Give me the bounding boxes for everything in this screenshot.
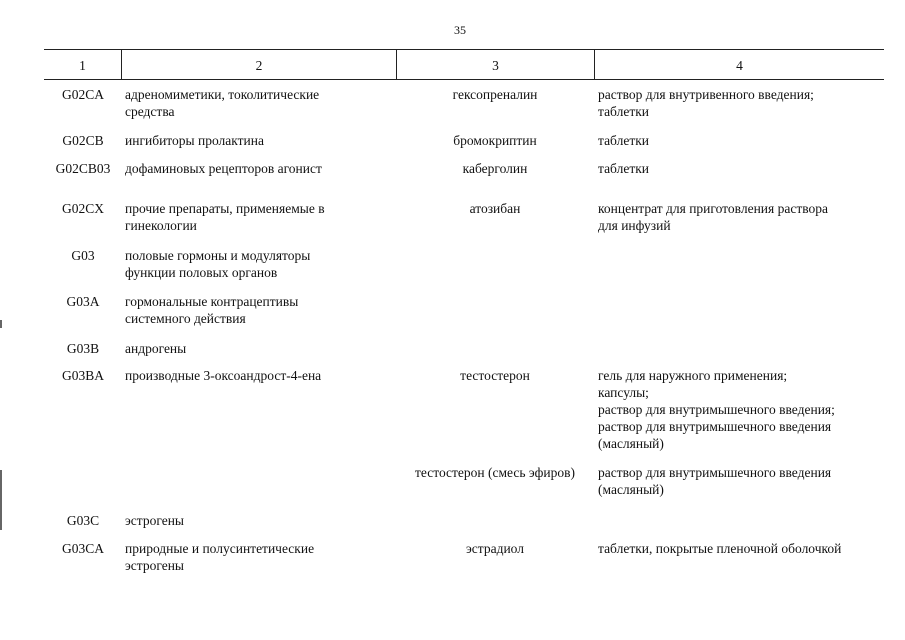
- dosage-form-line: раствор для внутримышечного введения: [598, 419, 832, 434]
- atc-code: G02CB: [62, 133, 104, 148]
- group-text-line: средства: [125, 104, 175, 119]
- header-col-3: 3: [492, 58, 499, 73]
- group-text-line: функции половых органов: [125, 265, 278, 280]
- anatomical-group: [125, 160, 390, 177]
- anatomical-group: [125, 540, 390, 574]
- anatomical-group: [125, 340, 390, 357]
- group-text-line: эстрогены: [125, 513, 184, 528]
- anatomical-group: [125, 132, 390, 149]
- drug-name: эстрадиол: [466, 541, 524, 556]
- header-col-4: 4: [736, 58, 743, 73]
- dosage-forms: [598, 540, 888, 557]
- drug-name: атозибан: [469, 201, 521, 216]
- dosage-form-line: таблетки: [598, 161, 650, 176]
- group-text-line: эстрогены: [125, 558, 184, 573]
- atc-code: G03: [71, 248, 95, 263]
- scan-mark: [0, 470, 2, 530]
- dosage-form-line: таблетки, покрытые пленочной оболочкой: [598, 541, 842, 556]
- dosage-form-line: концентрат для приготовления раствора: [598, 201, 829, 216]
- group-text-line: андрогены: [125, 341, 187, 356]
- atc-code: G02CX: [61, 201, 104, 216]
- drug-name: бромокриптин: [453, 133, 537, 148]
- dosage-forms: [598, 200, 888, 234]
- group-text-line: системного действия: [125, 311, 246, 326]
- dosage-forms: [598, 86, 888, 120]
- anatomical-group: [125, 247, 390, 281]
- anatomical-group: [125, 512, 390, 529]
- anatomical-group: [125, 367, 390, 384]
- atc-code: G02CB03: [55, 161, 111, 176]
- dosage-forms: [598, 464, 888, 498]
- atc-code: G03B: [66, 341, 100, 356]
- page-number: 35: [454, 23, 466, 37]
- drug-name: гексопреналин: [452, 87, 538, 102]
- group-text-line: гинекологии: [125, 218, 197, 233]
- group-text-line: гормональные контрацептивы: [125, 294, 299, 309]
- drug-name: тестостерон: [460, 368, 530, 383]
- table-header-bottom-rule: [44, 79, 884, 80]
- dosage-form-line: таблетки: [598, 133, 650, 148]
- table-top-rule: [44, 49, 884, 50]
- atc-code: G03BA: [61, 368, 104, 383]
- dosage-forms: [598, 160, 888, 177]
- dosage-form-line: раствор для внутримышечного введения;: [598, 402, 835, 417]
- group-text-line: дофаминовых рецепторов агонист: [125, 161, 322, 176]
- dosage-form-line: таблетки: [598, 104, 650, 119]
- atc-code: G03CA: [61, 541, 104, 556]
- group-text-line: половые гормоны и модуляторы: [125, 248, 311, 263]
- header-col-2: 2: [255, 58, 263, 73]
- dosage-form-line: гель для наружного применения;: [598, 368, 788, 383]
- atc-code: G02CA: [61, 87, 104, 102]
- drug-name: каберголин: [462, 161, 528, 176]
- atc-code: G03A: [66, 294, 100, 309]
- dosage-form-line: капсулы;: [598, 385, 649, 400]
- atc-code: G03C: [66, 513, 100, 528]
- anatomical-group: [125, 293, 390, 327]
- dosage-form-line: для инфузий: [598, 218, 671, 233]
- anatomical-group: [125, 86, 390, 120]
- header-col-1: 1: [79, 58, 86, 73]
- group-text-line: прочие препараты, применяемые в: [125, 201, 325, 216]
- dosage-forms: [598, 132, 888, 149]
- dosage-form-line: раствор для внутримышечного введения: [598, 465, 832, 480]
- group-text-line: адреномиметики, токолитические: [125, 87, 320, 102]
- scan-mark: [0, 320, 2, 328]
- group-text-line: природные и полусинтетические: [125, 541, 315, 556]
- drug-name: тестостерон (смесь эфиров): [415, 465, 575, 480]
- dosage-form-line: раствор для внутривенного введения;: [598, 87, 814, 102]
- dosage-form-line: (масляный): [598, 482, 664, 497]
- dosage-forms: [598, 367, 888, 452]
- anatomical-group: [125, 200, 390, 234]
- dosage-form-line: (масляный): [598, 436, 664, 451]
- group-text-line: ингибиторы пролактина: [125, 133, 264, 148]
- group-text-line: производные 3-оксоандрост-4-ена: [125, 368, 322, 383]
